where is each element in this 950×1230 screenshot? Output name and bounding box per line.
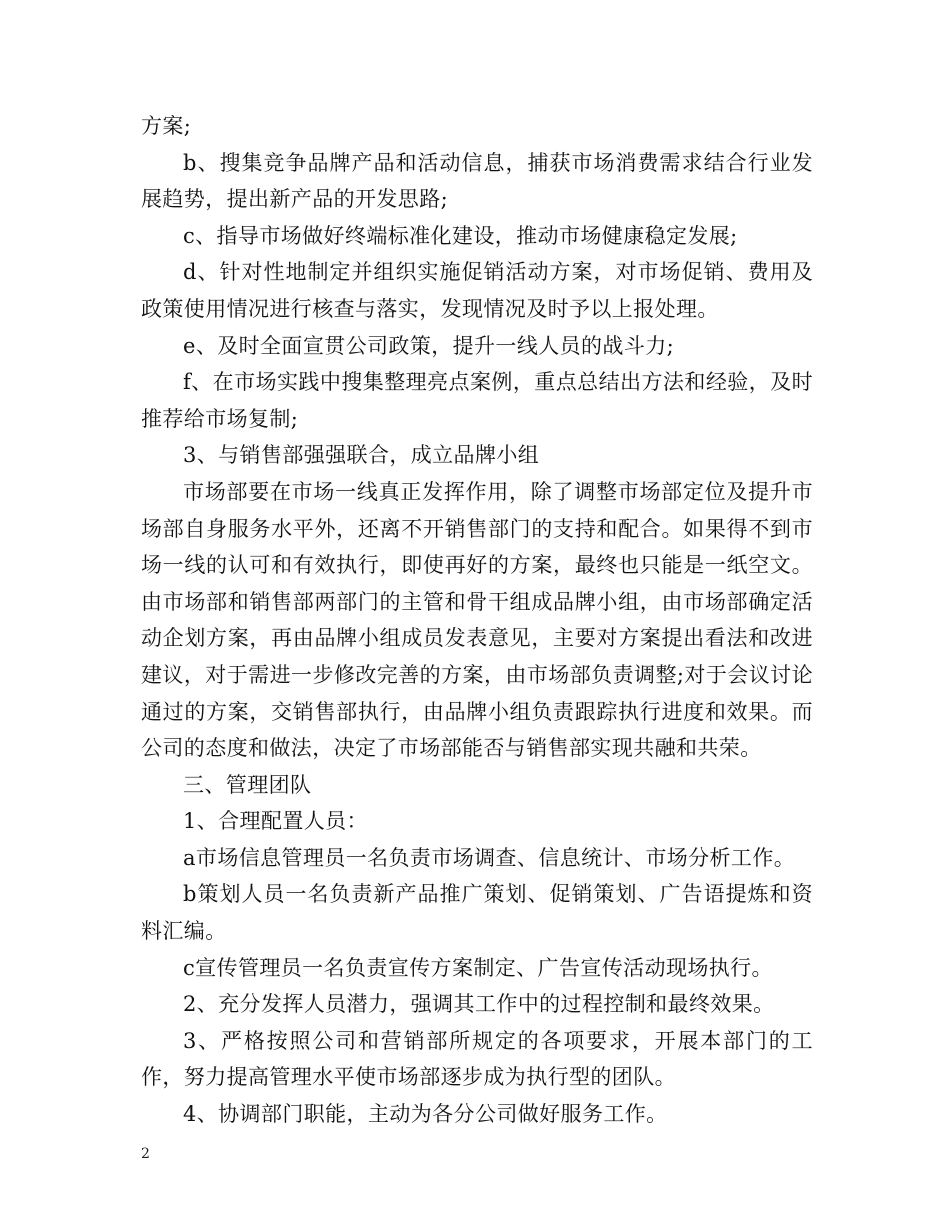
document-body — [141, 108, 813, 1133]
paragraph-item-d: d、针对性地制定并组织实施促销活动方案，对市场促销、费用及政策使用情况进行核查与落实，发现情况及时予以上报处理。 — [141, 260, 813, 321]
list-item-b: b策划人员一名负责新产品推广策划、促销策划、广告语提炼和资料汇编。 — [141, 882, 813, 944]
paragraph-brand-team: 市场部要在市场一线真正发挥作用，除了调整市场部定位及提升市场部自身服务水平外，还离不开销售部门的支持和配合。如果得不到市场一线的认可和有效执行，即使再好的方案，最终也只能是一纸空文。由市场部和销售部两部门的主管和骨干组成品牌小组，由市场部确定活动企划方案，再由品牌小组成员发表意见，主要对方案提出看法和改进建议，对于需进一步修改完善的方案，由市场部负责调整;对于会议讨论通过的方案，交销售部执行，由品牌小组负责跟踪执行进度和效果。而公司的态度和做法，决定了市场部能否与销售部实现共融和共荣。 — [141, 479, 813, 761]
paragraph-continuation: 方案; — [141, 114, 192, 138]
page-number: 2 — [141, 1146, 150, 1162]
paragraph-item-b: b、搜集竞争品牌产品和活动信息，捕获市场消费需求结合行业发展趋势，提出新产品的开发思路; — [141, 150, 813, 212]
list-item-c: c宣传管理员一名负责宣传方案制定、广告宣传活动现场执行。 — [183, 955, 773, 980]
paragraph-item-f: f、在市场实践中搜集整理亮点案例，重点总结出方法和经验，及时推荐给市场复制; — [141, 370, 813, 431]
section-heading-3: 3、与销售部强强联合，成立品牌小组 — [183, 443, 540, 468]
list-item-1: 1、合理配置人员： — [183, 809, 368, 834]
list-item-a: a市场信息管理员一名负责市场调查、信息统计、市场分析工作。 — [183, 845, 796, 870]
paragraph-item-c: c、指导市场做好终端标准化建设，推动市场健康稳定发展; — [183, 223, 738, 248]
paragraph-item-e: e、及时全面宣贯公司政策，提升一线人员的战斗力; — [183, 333, 675, 358]
list-item-3: 3、严格按照公司和营销部所规定的各项要求，开展本部门的工作，努力提高管理水平使市场部逐步成为执行型的团队。 — [141, 1028, 813, 1090]
section-heading-management-team: 三、管理团队 — [183, 772, 312, 797]
list-item-2: 2、充分发挥人员潜力，强调其工作中的过程控制和最终效果。 — [183, 992, 775, 1017]
list-item-4: 4、协调部门职能，主动为各分公司做好服务工作。 — [183, 1102, 668, 1127]
